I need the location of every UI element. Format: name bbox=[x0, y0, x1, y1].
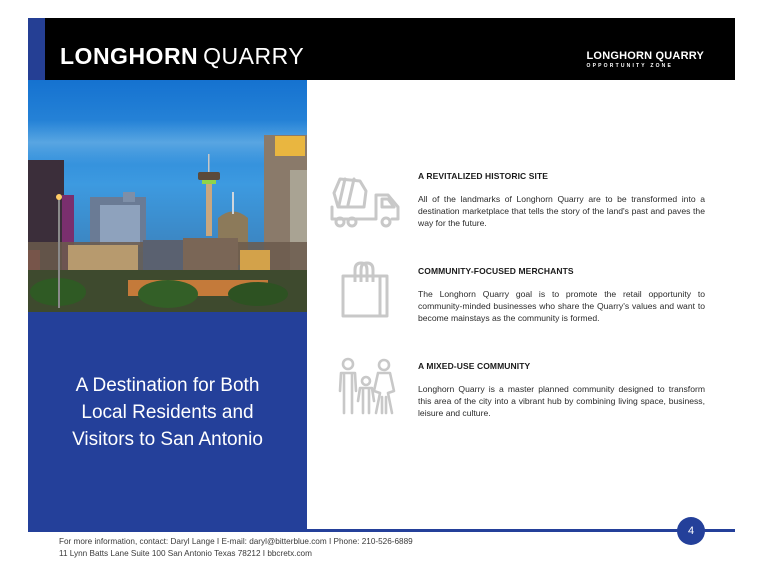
family-icon bbox=[338, 357, 398, 422]
logo-sub-text: OPPORTUNITY ZONE bbox=[586, 63, 674, 69]
feature-body: Longhorn Quarry is a master planned community designed to transform this area of the city into a vibrant hub by combining living space, business, leisure and culture. bbox=[418, 384, 705, 419]
brand-logo bbox=[587, 51, 704, 69]
tagline bbox=[28, 372, 307, 453]
page-number-badge: 4 bbox=[677, 517, 705, 545]
page-title bbox=[60, 45, 304, 68]
tagline-line-1: A Destination for Both bbox=[75, 375, 260, 396]
feature-body: The Longhorn Quarry goal is to promote the retail opportunity to community-minded businesses who share the Quarry's values and want to become mainstays as the community is formed. bbox=[418, 289, 705, 324]
skyline-photo bbox=[28, 80, 307, 312]
tagline-panel bbox=[28, 312, 307, 531]
header-bar bbox=[28, 18, 735, 80]
footer-line-1: For more information, contact: Daryl Lange I E-mail: daryl@bitterblue.com I Phone: 210-526-6889 bbox=[59, 537, 413, 546]
cement-mixer-truck-icon bbox=[330, 171, 402, 236]
feature-title: A MIXED-USE COMMUNITY bbox=[418, 361, 531, 371]
title-bold: LONGHORN bbox=[60, 43, 199, 69]
feature-title: A REVITALIZED HISTORIC SITE bbox=[418, 171, 549, 181]
header-accent-strip bbox=[28, 18, 45, 80]
footer-contact bbox=[59, 536, 413, 559]
title-light: QUARRY bbox=[203, 43, 305, 69]
footer-line-2: 11 Lynn Batts Lane Suite 100 San Antonio Texas 78212 I bbcretx.com bbox=[59, 548, 312, 558]
footer-divider bbox=[28, 529, 735, 532]
feature-title: COMMUNITY-FOCUSED MERCHANTS bbox=[418, 266, 574, 276]
shopping-bag-icon bbox=[340, 260, 392, 325]
logo-main-text: LONGHORN QUARRY bbox=[586, 50, 704, 62]
feature-body: All of the landmarks of Longhorn Quarry are to be transformed into a destination marketplace that tells the story of the land's past and paves the way for the future. bbox=[418, 194, 705, 229]
tagline-line-2: Local Residents and bbox=[81, 402, 254, 423]
tagline-line-3: Visitors to San Antonio bbox=[72, 429, 263, 450]
